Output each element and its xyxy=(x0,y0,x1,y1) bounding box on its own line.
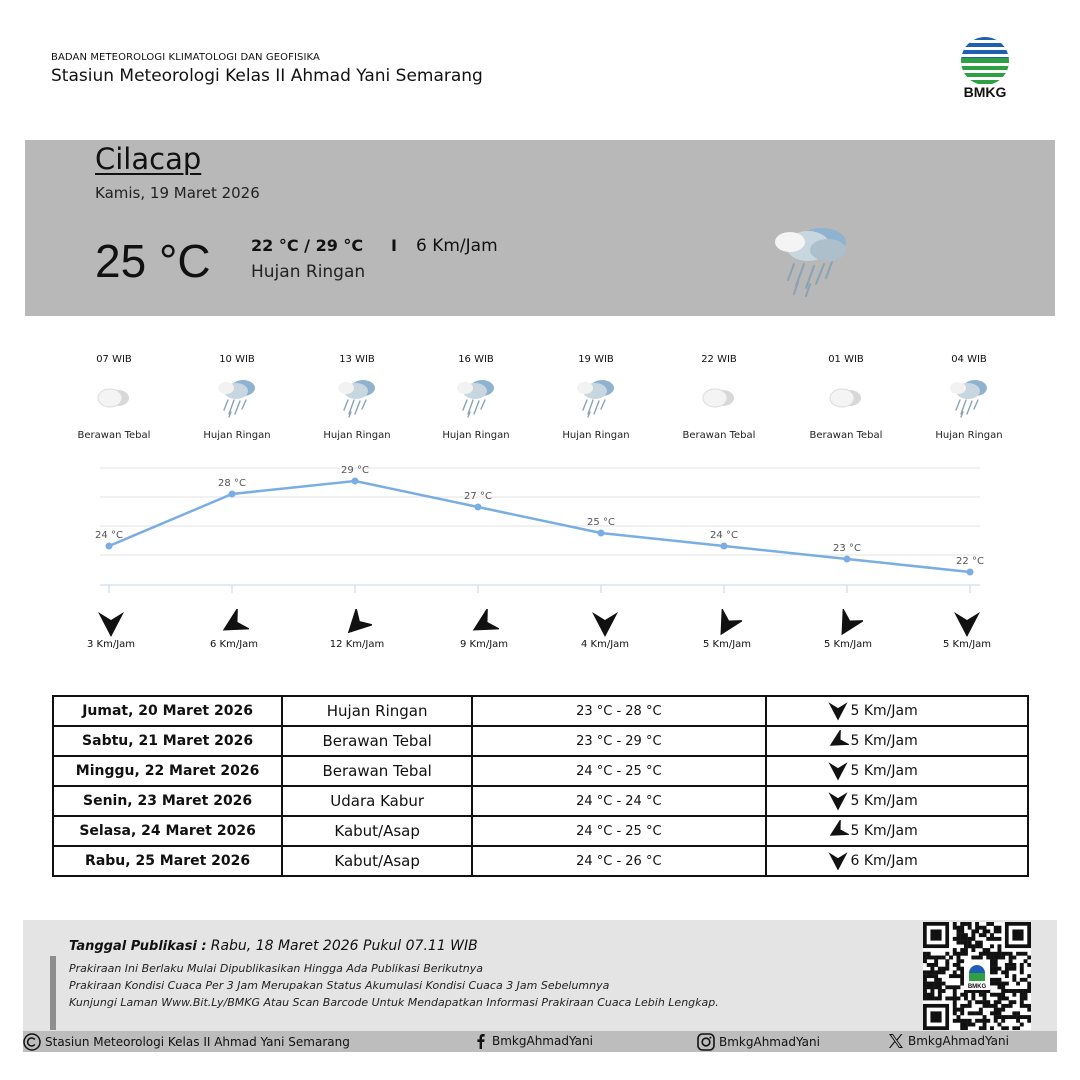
daily-wind-speed: 5 Km/Jam xyxy=(850,763,918,779)
wind-direction-icon xyxy=(827,790,849,812)
daily-forecast-table xyxy=(52,695,1029,877)
current-wind: 6 Km/Jam xyxy=(416,236,498,256)
temperature-point xyxy=(475,504,482,511)
hourly-condition: Berawan Tebal xyxy=(682,430,756,441)
daily-temperature: 23 °C - 28 °C xyxy=(472,696,765,726)
daily-temperature: 24 °C - 25 °C xyxy=(472,756,765,786)
temperature-point xyxy=(229,491,236,498)
wind-direction-icon xyxy=(712,609,742,639)
current-condition: Hujan Ringan xyxy=(251,262,366,282)
wind-direction-icon xyxy=(827,700,849,722)
table-row xyxy=(53,816,1028,846)
table-row xyxy=(53,846,1028,876)
daily-wind xyxy=(766,756,1029,786)
wind-speed-label: 5 Km/Jam xyxy=(702,639,752,650)
temperature-data-label: 29 °C xyxy=(341,465,369,476)
city-name: Cilacap xyxy=(95,142,202,176)
daily-wind-speed: 6 Km/Jam xyxy=(850,853,918,869)
table-row xyxy=(53,696,1028,726)
temperature-data-label: 24 °C xyxy=(710,530,738,541)
daily-wind xyxy=(766,696,1029,726)
daily-condition: Hujan Ringan xyxy=(282,696,472,726)
x-icon xyxy=(888,1033,904,1049)
hourly-time: 04 WIB xyxy=(951,354,987,365)
rain-cloud-icon xyxy=(574,376,618,420)
wind-direction-icon xyxy=(590,609,620,639)
wind-direction-icon xyxy=(469,609,499,639)
wind-direction-icon xyxy=(96,609,126,639)
daily-condition: Berawan Tebal xyxy=(282,756,472,786)
temperature-point xyxy=(967,569,974,576)
bmkg-logo xyxy=(958,36,1012,102)
hourly-time: 07 WIB xyxy=(96,354,132,365)
wind-speed-label: 4 Km/Jam xyxy=(580,639,630,650)
daily-wind xyxy=(766,726,1029,756)
hourly-time: 13 WIB xyxy=(339,354,375,365)
instagram-link[interactable] xyxy=(697,1033,820,1051)
rain-cloud-icon xyxy=(770,222,852,300)
temperature-point xyxy=(352,478,359,485)
daily-temperature: 24 °C - 26 °C xyxy=(472,846,765,876)
daily-date: Jumat, 20 Maret 2026 xyxy=(53,696,282,726)
temperature-point xyxy=(721,543,728,550)
cloud-icon xyxy=(824,376,868,420)
hourly-condition: Hujan Ringan xyxy=(562,430,630,441)
hourly-time: 19 WIB xyxy=(578,354,614,365)
daily-condition: Kabut/Asap xyxy=(282,816,472,846)
qr-logo-text: BMKG xyxy=(967,984,987,990)
temperature-range: 22 °C / 29 °C xyxy=(251,236,364,255)
bmkg-emblem-icon xyxy=(958,36,1012,84)
table-row xyxy=(53,756,1028,786)
station-name: Stasiun Meteorologi Kelas II Ahmad Yani Semarang xyxy=(51,66,483,86)
rain-cloud-icon xyxy=(947,376,991,420)
rain-cloud-icon xyxy=(335,376,379,420)
instagram-handle: BmkgAhmadYani xyxy=(719,1035,820,1049)
current-temperature: 25 °C xyxy=(95,235,211,287)
x-link[interactable] xyxy=(888,1033,1009,1049)
daily-date: Sabtu, 21 Maret 2026 xyxy=(53,726,282,756)
hourly-condition: Berawan Tebal xyxy=(809,430,883,441)
wind-speed-label: 3 Km/Jam xyxy=(86,639,136,650)
logo-text: BMKG xyxy=(963,84,1007,100)
instagram-icon xyxy=(697,1033,715,1051)
wind-speed-label: 12 Km/Jam xyxy=(329,639,385,650)
daily-wind-speed: 5 Km/Jam xyxy=(850,733,918,749)
facebook-link[interactable] xyxy=(474,1033,593,1049)
wind-direction-icon xyxy=(952,609,982,639)
rain-cloud-icon xyxy=(454,376,498,420)
footer-accent-bar xyxy=(50,956,56,1030)
hourly-time: 01 WIB xyxy=(828,354,864,365)
hourly-time: 16 WIB xyxy=(458,354,494,365)
daily-temperature: 24 °C - 24 °C xyxy=(472,786,765,816)
temperature-point xyxy=(844,556,851,563)
rain-cloud-icon xyxy=(215,376,259,420)
daily-date: Rabu, 25 Maret 2026 xyxy=(53,846,282,876)
hourly-time: 22 WIB xyxy=(701,354,737,365)
daily-wind-speed: 5 Km/Jam xyxy=(850,823,918,839)
table-row xyxy=(53,786,1028,816)
temperature-point xyxy=(106,543,113,550)
wind-direction-icon xyxy=(827,850,849,872)
hourly-condition: Hujan Ringan xyxy=(442,430,510,441)
hourly-condition: Berawan Tebal xyxy=(77,430,151,441)
hourly-condition: Hujan Ringan xyxy=(203,430,271,441)
daily-date: Minggu, 22 Maret 2026 xyxy=(53,756,282,786)
daily-condition: Berawan Tebal xyxy=(282,726,472,756)
temperature-data-label: 23 °C xyxy=(833,543,861,554)
temperature-point xyxy=(598,530,605,537)
wind-direction-icon xyxy=(342,609,372,639)
copyright-item xyxy=(23,1033,350,1051)
daily-wind-speed: 5 Km/Jam xyxy=(850,703,918,719)
publish-value: Rabu, 18 Maret 2026 Pukul 07.11 WIB xyxy=(210,938,478,954)
wind-speed-label: 5 Km/Jam xyxy=(823,639,873,650)
wind-direction-icon xyxy=(827,730,849,752)
cloud-icon xyxy=(92,376,136,420)
temperature-data-label: 22 °C xyxy=(956,556,984,567)
current-date: Kamis, 19 Maret 2026 xyxy=(95,184,260,202)
temperature-data-label: 28 °C xyxy=(218,478,246,489)
wind-speed-label: 6 Km/Jam xyxy=(209,639,259,650)
separator: I xyxy=(391,236,397,255)
wind-direction-icon xyxy=(219,609,249,639)
agency-name: BADAN METEOROLOGI KLIMATOLOGI DAN GEOFISIKA xyxy=(51,52,320,63)
daily-wind xyxy=(766,786,1029,816)
temperature-data-label: 24 °C xyxy=(95,530,123,541)
footer-note: Prakiraan Kondisi Cuaca Per 3 Jam Merupakan Status Akumulasi Kondisi Cuaca 3 Jam Sebelumnya xyxy=(69,979,610,992)
daily-wind-speed: 5 Km/Jam xyxy=(850,793,918,809)
x-handle: BmkgAhmadYani xyxy=(908,1034,1009,1048)
temperature-data-label: 25 °C xyxy=(587,517,615,528)
facebook-handle: BmkgAhmadYani xyxy=(492,1034,593,1048)
temperature-data-label: 27 °C xyxy=(464,491,492,502)
wind-direction-icon xyxy=(827,820,849,842)
daily-condition: Kabut/Asap xyxy=(282,846,472,876)
wind-direction-icon xyxy=(827,760,849,782)
hourly-time: 10 WIB xyxy=(219,354,255,365)
copyright-icon xyxy=(23,1033,41,1051)
wind-speed-label: 5 Km/Jam xyxy=(942,639,992,650)
temperature-line-chart xyxy=(90,460,990,595)
cloud-icon xyxy=(697,376,741,420)
daily-date: Senin, 23 Maret 2026 xyxy=(53,786,282,816)
qr-code[interactable] xyxy=(923,922,1031,1030)
wind-direction-icon xyxy=(833,609,863,639)
daily-temperature: 24 °C - 25 °C xyxy=(472,816,765,846)
hourly-condition: Hujan Ringan xyxy=(935,430,1003,441)
footer-note: Prakiraan Ini Berlaku Mulai Dipublikasikan Hingga Ada Publikasi Berikutnya xyxy=(69,962,484,975)
table-row xyxy=(53,726,1028,756)
copyright-text: Stasiun Meteorologi Kelas II Ahmad Yani Semarang xyxy=(45,1035,350,1049)
daily-condition: Udara Kabur xyxy=(282,786,472,816)
daily-wind xyxy=(766,846,1029,876)
facebook-icon xyxy=(474,1033,488,1049)
publish-info xyxy=(69,938,478,954)
footer-note: Kunjungi Laman Www.Bit.Ly/BMKG Atau Scan Barcode Untuk Mendapatkan Informasi Prakiraan Cuaca Lebih Lengkap. xyxy=(69,996,719,1009)
daily-temperature: 23 °C - 29 °C xyxy=(472,726,765,756)
wind-speed-label: 9 Km/Jam xyxy=(459,639,509,650)
hourly-condition: Hujan Ringan xyxy=(323,430,391,441)
daily-date: Selasa, 24 Maret 2026 xyxy=(53,816,282,846)
daily-wind xyxy=(766,816,1029,846)
publish-label: Tanggal Publikasi : xyxy=(69,939,207,954)
